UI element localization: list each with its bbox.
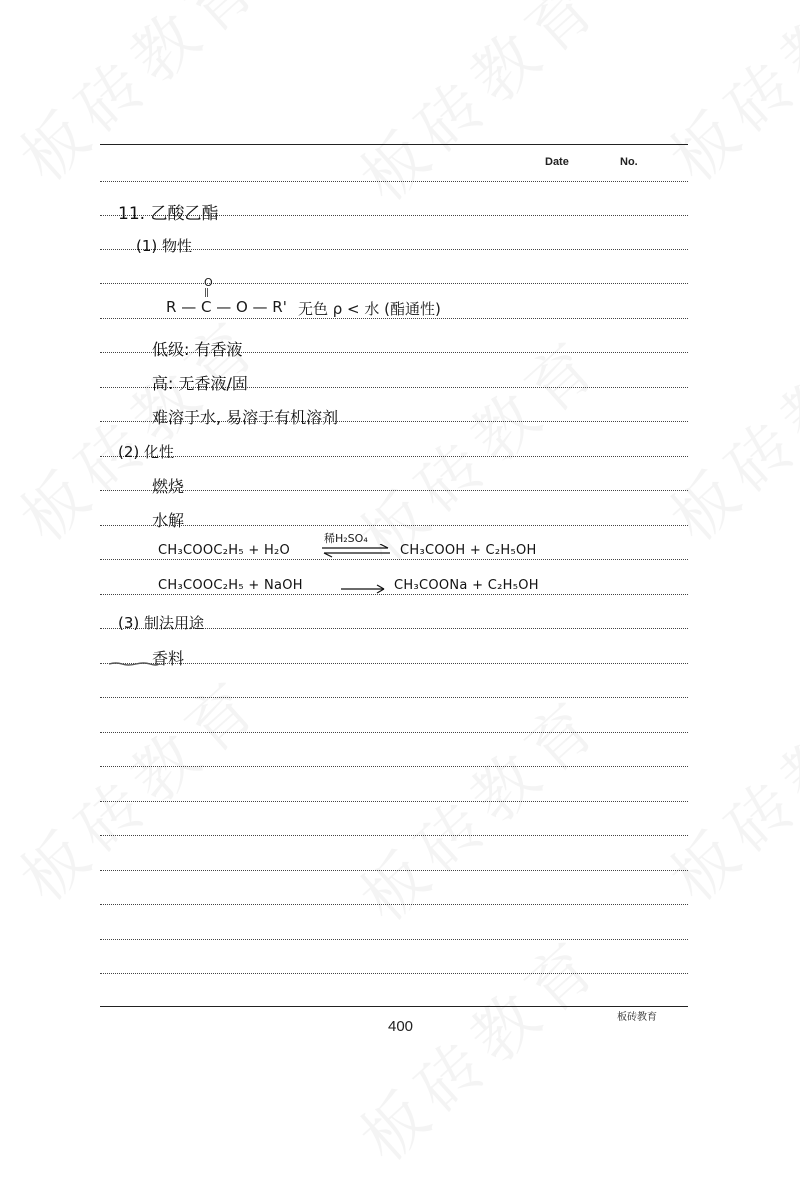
section-physical-properties: (1) 物性 <box>136 237 193 255</box>
ruled-line <box>100 973 688 974</box>
ruled-line <box>100 870 688 871</box>
notes-title: 11. 乙酸乙酯 <box>118 204 219 224</box>
ruled-line <box>100 456 688 457</box>
arrow-icon <box>340 584 386 594</box>
ester-properties: 无色 ρ < 水 (酯通性) <box>298 300 441 318</box>
ruled-line <box>100 181 688 182</box>
pen-scribble <box>108 661 160 667</box>
ruled-line <box>100 663 688 664</box>
ruled-line <box>100 732 688 733</box>
hydrolysis-note: 水解 <box>152 511 185 530</box>
reversible-arrow <box>320 530 392 560</box>
acid-catalyst-label: 稀H₂SO₄ <box>324 532 368 545</box>
ruled-line <box>100 939 688 940</box>
brand-label: 板砖教育 <box>617 1012 657 1023</box>
header-rule <box>100 144 688 145</box>
use-note: 香料 <box>152 649 185 668</box>
footer-rule <box>100 1006 688 1007</box>
watermark <box>0 653 279 919</box>
reversible-arrow-icon <box>320 544 392 558</box>
equation-acid-reactants: CH₃COOC₂H₅ + H₂O <box>158 543 291 558</box>
section-chemical-properties: (2) 化性 <box>118 443 175 461</box>
number-label: No. <box>620 156 638 168</box>
high-ester-note: 高: 无香液/固 <box>152 374 248 393</box>
section-preparation-uses: (3) 制法用途 <box>118 614 205 632</box>
ruled-line <box>100 525 688 526</box>
low-ester-note: 低级: 有香液 <box>152 340 243 359</box>
watermark <box>0 0 279 199</box>
equation-base-reactants: CH₃COOC₂H₅ + NaOH <box>158 578 303 593</box>
double-bond-mark: || <box>204 288 209 298</box>
carbonyl-oxygen: O <box>204 276 213 289</box>
watermark <box>647 293 800 559</box>
watermark <box>337 0 619 219</box>
solubility-note: 难溶于水, 易溶于有机溶剂 <box>152 408 339 427</box>
ruled-line <box>100 559 688 560</box>
ruled-line <box>100 801 688 802</box>
ruled-line <box>100 904 688 905</box>
combustion-note: 燃烧 <box>152 477 185 496</box>
watermark <box>337 673 619 939</box>
watermark <box>647 0 800 199</box>
ester-formula: R — C — O — R' <box>166 298 287 316</box>
watermark <box>337 913 619 1179</box>
ester-structure <box>166 276 486 320</box>
page-number: 400 <box>388 1018 414 1035</box>
date-label: Date <box>545 156 569 168</box>
watermark <box>647 653 800 919</box>
equation-base-products: CH₃COONa + C₂H₅OH <box>394 578 539 593</box>
ruled-line <box>100 490 688 491</box>
ruled-line <box>100 835 688 836</box>
ruled-line <box>100 594 688 595</box>
ruled-line <box>100 766 688 767</box>
ruled-line <box>100 697 688 698</box>
equation-acid-products: CH₃COOH + C₂H₅OH <box>400 543 537 558</box>
